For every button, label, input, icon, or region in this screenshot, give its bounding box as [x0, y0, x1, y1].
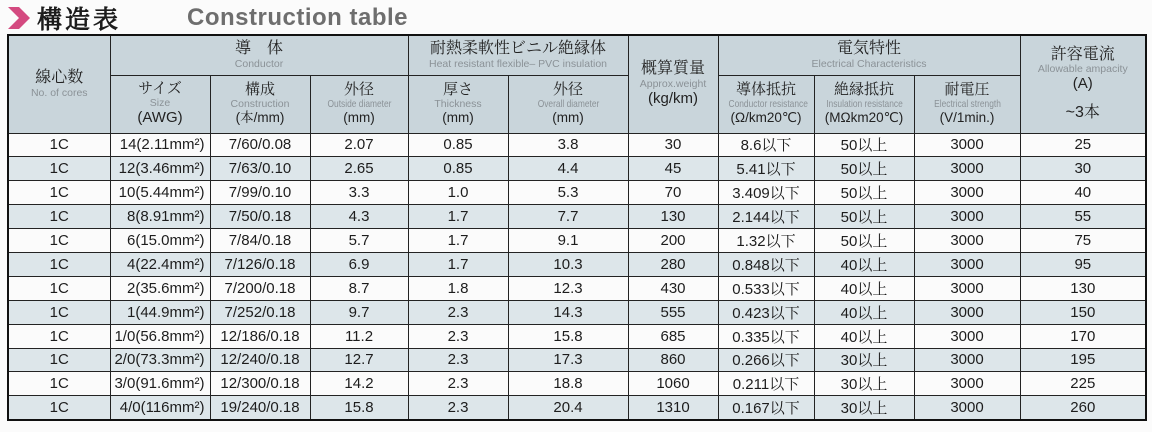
table-cell: 1.7: [408, 229, 508, 253]
table-cell: 3000: [914, 348, 1020, 372]
table-cell: 1C: [8, 372, 110, 396]
table-cell: 3000: [914, 229, 1020, 253]
table-cell: 50以上: [814, 181, 914, 205]
table-cell: 3000: [914, 157, 1020, 181]
construction-table: [7, 34, 1147, 421]
table-cell: 14.3: [508, 300, 628, 324]
table-cell: 7/50/0.18: [210, 205, 310, 229]
table-cell: 1.7: [408, 205, 508, 229]
table-cell: 3000: [914, 276, 1020, 300]
table-cell: 555: [628, 300, 718, 324]
table-header: [8, 35, 1146, 133]
table-cell: 5.7: [310, 229, 408, 253]
table-cell: 3000: [914, 181, 1020, 205]
table-cell: 1060: [628, 372, 718, 396]
table-cell: 9.7: [310, 300, 408, 324]
table-cell: 4(22.4mm²): [110, 252, 210, 276]
header-approx-weight: 概算質量 Approx.weight (kg/km): [628, 35, 718, 133]
table-cell: 14.2: [310, 372, 408, 396]
table-cell: 50以上: [814, 229, 914, 253]
table-cell: 17.3: [508, 348, 628, 372]
header-group-conductor: 導 体 Conductor: [110, 35, 408, 75]
table-cell: 1C: [8, 252, 110, 276]
table-cell: 3000: [914, 372, 1020, 396]
table-cell: 5.3: [508, 181, 628, 205]
table-cell: 40以上: [814, 252, 914, 276]
table-cell: 225: [1020, 372, 1146, 396]
table-cell: 2.3: [408, 372, 508, 396]
table-cell: 3000: [914, 324, 1020, 348]
table-cell: 1C: [8, 324, 110, 348]
table-row: [8, 300, 1146, 324]
table-cell: 7/126/0.18: [210, 252, 310, 276]
header-insulation-resistance: 絶縁抵抗 Insulation resistance (MΩkm20℃): [814, 75, 914, 133]
table-cell: 860: [628, 348, 718, 372]
table-cell: 30以上: [814, 372, 914, 396]
table-cell: 8(8.91mm²): [110, 205, 210, 229]
header-group-electrical: 電気特性 Electrical Characteristics: [718, 35, 1020, 75]
table-cell: 1C: [8, 133, 110, 157]
table-cell: 40以上: [814, 276, 914, 300]
table-row: [8, 252, 1146, 276]
table-cell: 30: [628, 133, 718, 157]
header-no-of-cores: 線心数 No. of cores: [8, 35, 110, 133]
table-cell: 1C: [8, 157, 110, 181]
table-cell: 2.65: [310, 157, 408, 181]
table-cell: 7/252/0.18: [210, 300, 310, 324]
table-cell: 7/84/0.18: [210, 229, 310, 253]
table-cell: 1/0(56.8mm²): [110, 324, 210, 348]
header-outside-diameter: 外径 Outside diameter (mm): [310, 75, 408, 133]
table-body: [8, 133, 1146, 420]
table-cell: 40以上: [814, 300, 914, 324]
page-title-english: Construction table: [187, 4, 409, 31]
table-cell: 2.144以下: [718, 205, 814, 229]
table-cell: 9.1: [508, 229, 628, 253]
table-cell: 12/300/0.18: [210, 372, 310, 396]
table-cell: 10.3: [508, 252, 628, 276]
table-cell: 2.3: [408, 324, 508, 348]
table-row: [8, 133, 1146, 157]
table-cell: 4.3: [310, 205, 408, 229]
table-cell: 1C: [8, 229, 110, 253]
table-cell: 7/99/0.10: [210, 181, 310, 205]
table-cell: 12/240/0.18: [210, 348, 310, 372]
table-cell: 1C: [8, 300, 110, 324]
table-cell: 1C: [8, 205, 110, 229]
table-cell: 3000: [914, 252, 1020, 276]
table-cell: 1310: [628, 396, 718, 420]
header-electrical-strength: 耐電圧 Electrical strength (V/1min.): [914, 75, 1020, 133]
table-cell: 40以上: [814, 324, 914, 348]
table-cell: 3/0(91.6mm²): [110, 372, 210, 396]
header-conductor-resistance: 導体抵抗 Conductor resistance (Ω/km20℃): [718, 75, 814, 133]
table-cell: 195: [1020, 348, 1146, 372]
table-cell: 3000: [914, 205, 1020, 229]
table-cell: 0.533以下: [718, 276, 814, 300]
header-allowable-ampacity: 許容電流 Allowable ampacity (A) ~3本: [1020, 35, 1146, 133]
table-cell: 50以上: [814, 205, 914, 229]
table-cell: 130: [628, 205, 718, 229]
table-cell: 0.335以下: [718, 324, 814, 348]
header-size: サイズ Size (AWG): [110, 75, 210, 133]
table-cell: 3000: [914, 133, 1020, 157]
table-cell: 45: [628, 157, 718, 181]
table-row: [8, 229, 1146, 253]
table-row: [8, 324, 1146, 348]
table-cell: 0.167以下: [718, 396, 814, 420]
table-cell: 12.3: [508, 276, 628, 300]
title-arrow-icon: [7, 7, 31, 29]
table-cell: 55: [1020, 205, 1146, 229]
table-cell: 2(35.6mm²): [110, 276, 210, 300]
table-cell: 4.4: [508, 157, 628, 181]
table-row: [8, 205, 1146, 229]
table-cell: 150: [1020, 300, 1146, 324]
table-cell: 11.2: [310, 324, 408, 348]
table-cell: 18.8: [508, 372, 628, 396]
table-cell: 14(2.11mm²): [110, 133, 210, 157]
table-cell: 12(3.46mm²): [110, 157, 210, 181]
table-cell: 1C: [8, 181, 110, 205]
table-cell: 1.7: [408, 252, 508, 276]
table-cell: 5.41以下: [718, 157, 814, 181]
table-cell: 50以上: [814, 133, 914, 157]
table-row: [8, 157, 1146, 181]
table-cell: 19/240/0.18: [210, 396, 310, 420]
table-cell: 1C: [8, 276, 110, 300]
table-cell: 685: [628, 324, 718, 348]
table-row: [8, 276, 1146, 300]
table-cell: 8.6以下: [718, 133, 814, 157]
table-cell: 1C: [8, 348, 110, 372]
table-cell: 0.211以下: [718, 372, 814, 396]
table-cell: 1(44.9mm²): [110, 300, 210, 324]
table-cell: 2.3: [408, 300, 508, 324]
table-cell: 6(15.0mm²): [110, 229, 210, 253]
table-cell: 7/63/0.10: [210, 157, 310, 181]
table-row: [8, 372, 1146, 396]
page-title: [0, 0, 1152, 34]
table-cell: 1.0: [408, 181, 508, 205]
table-cell: 3.8: [508, 133, 628, 157]
table-cell: 75: [1020, 229, 1146, 253]
table-cell: 1.32以下: [718, 229, 814, 253]
table-cell: 0.266以下: [718, 348, 814, 372]
table-cell: 50以上: [814, 157, 914, 181]
table-cell: 30: [1020, 157, 1146, 181]
table-cell: 200: [628, 229, 718, 253]
table-cell: 2.07: [310, 133, 408, 157]
table-cell: 2.3: [408, 348, 508, 372]
table-cell: 1C: [8, 396, 110, 420]
table-cell: 430: [628, 276, 718, 300]
table-cell: 40: [1020, 181, 1146, 205]
table-row: [8, 348, 1146, 372]
table-cell: 30以上: [814, 348, 914, 372]
header-thickness: 厚さ Thickness (mm): [408, 75, 508, 133]
table-cell: 170: [1020, 324, 1146, 348]
table-cell: 10(5.44mm²): [110, 181, 210, 205]
table-cell: 260: [1020, 396, 1146, 420]
table-cell: 95: [1020, 252, 1146, 276]
table-cell: 70: [628, 181, 718, 205]
table-cell: 280: [628, 252, 718, 276]
page-title-japanese: 構造表: [37, 6, 122, 34]
table-cell: 0.85: [408, 133, 508, 157]
table-cell: 12/186/0.18: [210, 324, 310, 348]
table-cell: 2/0(73.3mm²): [110, 348, 210, 372]
table-cell: 25: [1020, 133, 1146, 157]
table-cell: 30以上: [814, 396, 914, 420]
table-cell: 7/60/0.08: [210, 133, 310, 157]
table-cell: 3.3: [310, 181, 408, 205]
table-cell: 0.85: [408, 157, 508, 181]
table-cell: 6.9: [310, 252, 408, 276]
table-cell: 7.7: [508, 205, 628, 229]
table-cell: 15.8: [310, 396, 408, 420]
table-cell: 8.7: [310, 276, 408, 300]
table-cell: 3000: [914, 300, 1020, 324]
table-row: [8, 396, 1146, 420]
table-cell: 15.8: [508, 324, 628, 348]
table-cell: 3.409以下: [718, 181, 814, 205]
table-cell: 12.7: [310, 348, 408, 372]
table-row: [8, 181, 1146, 205]
table-cell: 130: [1020, 276, 1146, 300]
table-cell: 3000: [914, 396, 1020, 420]
table-cell: 20.4: [508, 396, 628, 420]
header-overall-diameter: 外径 Overall diameter (mm): [508, 75, 628, 133]
table-cell: 0.848以下: [718, 252, 814, 276]
table-cell: 7/200/0.18: [210, 276, 310, 300]
table-cell: 4/0(116mm²): [110, 396, 210, 420]
table-cell: 1.8: [408, 276, 508, 300]
table-cell: 0.423以下: [718, 300, 814, 324]
header-group-insulation: 耐熱柔軟性ビニル絶縁体 Heat resistant flexible– PVC insulation: [408, 35, 628, 75]
table-cell: 2.3: [408, 396, 508, 420]
header-construction: 構成 Construction (本/mm): [210, 75, 310, 133]
